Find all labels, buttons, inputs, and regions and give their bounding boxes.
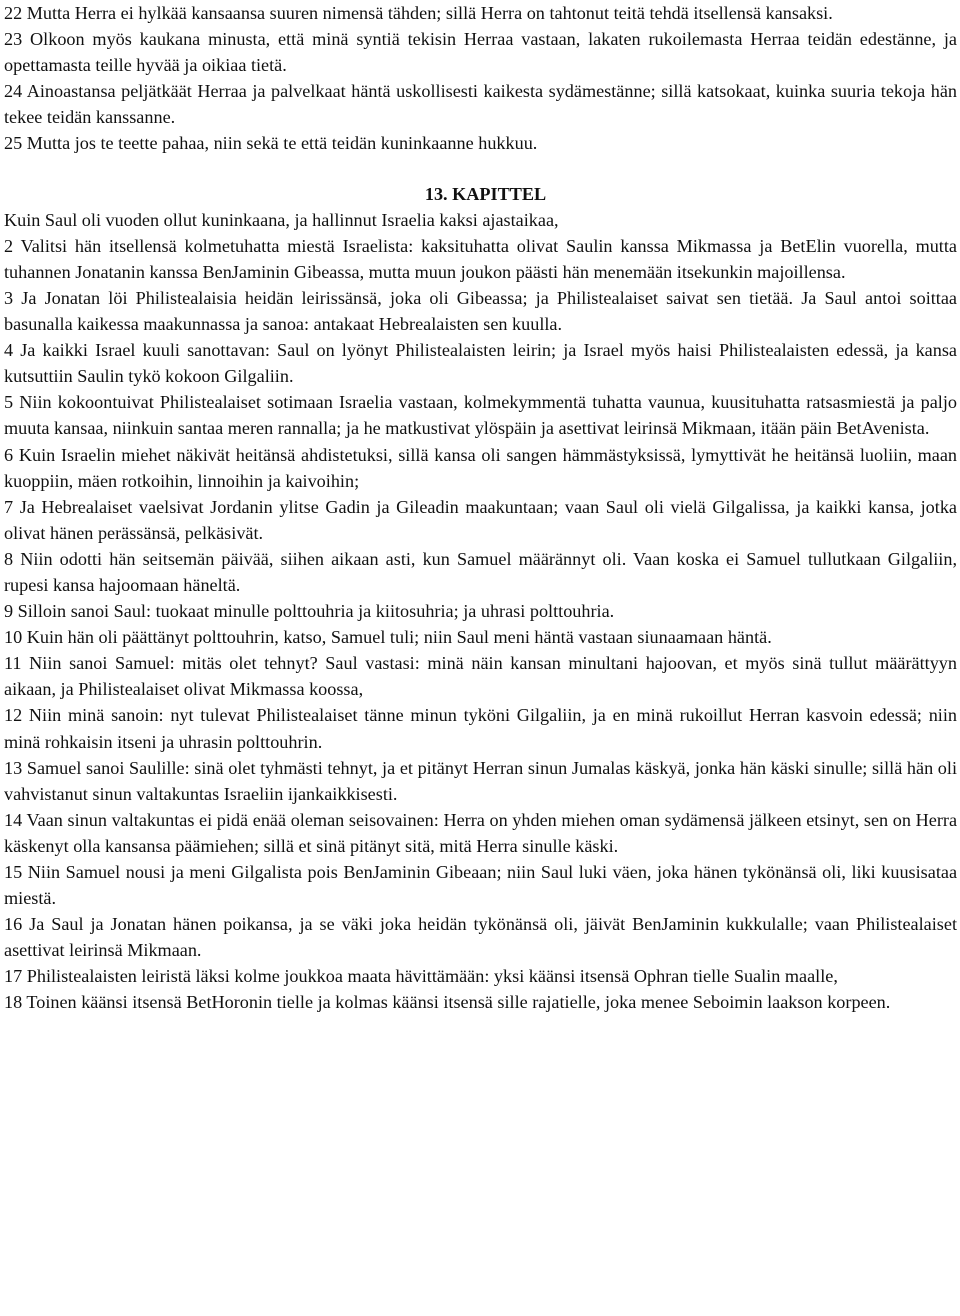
- previous-chapter-verses: [4, 0, 957, 157]
- verse: [4, 963, 957, 989]
- verse: [4, 233, 957, 285]
- verse: [4, 598, 957, 624]
- verse-number: 22: [4, 3, 23, 23]
- verse-text: Niin sanoi Samuel: mitäs olet tehnyt? Saul vastasi: minä näin kansan minultani hajoovan, et myös sinä tullut määrättyyn aikaan, ja Philistealaiset olivat Mikmassa koossa,: [4, 653, 957, 700]
- verse-text: Ja Saul ja Jonatan hänen poikansa, ja se väki joka heidän tykönänsä oli, jäivät BenJaminin kukkulalle; vaan Philistealaiset asettivat leirinsä Mikmaan.: [4, 914, 958, 961]
- chapter-heading: 13. KAPITTEL: [424, 183, 547, 204]
- verse: [4, 494, 957, 546]
- verse-number: 25: [4, 133, 23, 154]
- verse-number: 11: [4, 653, 22, 674]
- verse: [4, 755, 957, 807]
- verse-text: Vaan sinun valtakuntas ei pidä enää oleman seisovainen: Herra on yhden miehen oman sydämensä jälkeen etsinyt, sen on Herra käskenyt olla kansansa päämiehen; sillä et sinä pitänyt sitä, mitä Herra sinulle käski.: [4, 809, 958, 856]
- verse-number: 9: [4, 601, 14, 622]
- verse-text: Mutta Herra ei hylkää kansaansa suuren nimensä tähden; sillä Herra on tahtonut teitä tehdä itsellensä kansaksi.: [26, 3, 833, 23]
- verse-number: 3: [4, 287, 14, 308]
- verse-text: Kuin hän oli päättänyt polttouhrin, katso, Samuel tuli; niin Saul meni häntä vastaan siunaamaan häntä.: [26, 627, 772, 648]
- verse: [4, 989, 957, 1015]
- verse-number: 12: [4, 705, 23, 726]
- verse-number: 13: [4, 757, 23, 778]
- verse-number: 6: [4, 444, 14, 465]
- verse: [4, 442, 957, 494]
- verse-number: 17: [4, 966, 23, 987]
- verse-text: Niin Samuel nousi ja meni Gilgalista pois BenJaminin Gibeaan; niin Saul luki väen, joka hänen tykönänsä oli, liki kuusisataa miestä.: [4, 862, 958, 909]
- verse: [4, 337, 957, 389]
- verse: [4, 911, 957, 963]
- verse-number: 18: [4, 992, 23, 1013]
- verse-text: Ja kaikki Israel kuuli sanottavan: Saul on lyönyt Philistealaisten leirin; ja Israel myös haisi Philistealaisten edessä, ja kansa kutsuttiin Saulin tykö kokoon Gilgaliin.: [4, 340, 957, 387]
- verse-number: 24: [4, 81, 23, 102]
- verse: [4, 389, 957, 441]
- verse-text: Mutta jos te teette pahaa, niin sekä te että teidän kuninkaanne hukkuu.: [26, 133, 538, 154]
- verse-text: Niin kokoontuivat Philistealaiset sotimaan Israelia vastaan, kolmekymmentä tuhatta vaunua, kuusituhatta ratsasmiestä ja paljo muuta kansaa, niinkuin santaa meren rannalla; ja he matkustivat ylöspäin ja asettivat leirinsä Mikmaan, itään päin BetAvenista.: [4, 392, 957, 439]
- verse: [4, 207, 957, 233]
- verse-number: 23: [4, 29, 23, 50]
- verse-text: Toinen käänsi itsensä BetHoronin tielle ja kolmas käänsi itsensä sille rajatielle, joka menee Seboimin laakson korpeen.: [26, 992, 891, 1013]
- verse-text: Kuin Saul oli vuoden ollut kuninkaana, ja hallinnut Israelia kaksi ajastaikaa,: [4, 209, 559, 230]
- verse-number: 2: [4, 235, 14, 256]
- verse: [4, 807, 957, 859]
- verse: [4, 650, 957, 702]
- verse: [4, 624, 957, 650]
- verse: [4, 130, 957, 156]
- verse-number: 7: [4, 496, 14, 517]
- verse-number: 10: [4, 627, 23, 648]
- verse-text: Philistealaisten leiristä läksi kolme joukkoa maata hävittämään: yksi käänsi itsensä Ophran tielle Sualin maalle,: [26, 966, 838, 987]
- verse: [4, 26, 957, 78]
- verse-number: 16: [4, 914, 23, 935]
- verse-text: Valitsi hän itsellensä kolmetuhatta miestä Israelista: kaksituhatta olivat Saulin kanssa Mikmassa ja BetElin vuorella, mutta tuhannen Jonatanin kanssa BenJaminin Gibeassa, mutta muun joukon päästi hän menemään itsekunkin majoillensa.: [4, 235, 957, 282]
- verse-text: Ja Jonatan löi Philistealaisia heidän leirissänsä, joka oli Gibeassa; ja Philistealaiset saivat sen tietää. Ja Saul antoi soittaa basunalla kaikessa maakunnassa ja sanoa: antakaat Hebrealaisten sen kuulla.: [4, 287, 958, 335]
- verse: [4, 546, 957, 598]
- verse-text: Samuel sanoi Saulille: sinä olet tyhmästi tehnyt, ja et pitänyt Herran sinun Jumalas käskyä, jonka hän käski sinulle; sillä hän oli vahvistanut sinun valtakuntas Israeliin ijankaikkisesti.: [4, 757, 958, 804]
- verse-number: 15: [4, 862, 23, 882]
- verse: [4, 78, 957, 130]
- verse-text: Ainoastansa peljätkäät Herraa ja palvelkaat häntä uskollisesti kaikesta sydämestänne; sillä katsokaat, kuinka suuria tekoja hän tekee teidän kanssanne.: [4, 81, 958, 128]
- verse-number: 4: [4, 340, 14, 361]
- verse: [4, 285, 957, 337]
- verse: [4, 0, 957, 26]
- verse-text: Niin minä sanoin: nyt tulevat Philistealaiset tänne minun tyköni Gilgaliin, ja en minä rukoillut Herran kasvoin edessä; niin minä rohkaisin itseni ja uhrasin polttouhrin.: [4, 705, 958, 752]
- verse: [4, 859, 957, 911]
- chapter-verses: [4, 207, 957, 1016]
- verse-text: Ja Hebrealaiset vaelsivat Jordanin ylitse Gadin ja Gileadin maakuntaan; vaan Saul oli vielä Gilgalissa, ja kaikki kansa, jotka olivat hänen perässänsä, pelkäsivät.: [4, 496, 957, 543]
- verse: [4, 702, 957, 754]
- verse-text: Kuin Israelin miehet näkivät heitänsä ahdistetuksi, sillä kansa oli sangen hämmästyksissä, lymyttivät he heitänsä luoliin, maan kuoppiin, mäen rotkoihin, linnoihin ja kaivoihin;: [4, 444, 958, 491]
- verse-number: 8: [4, 548, 14, 569]
- verse-text: Niin odotti hän seitsemän päivää, siihen aikaan asti, kun Samuel määrännyt oli. Vaan koska ei Samuel tullutkaan Gilgaliin, rupesi kansa hajoomaan häneltä.: [4, 548, 958, 595]
- verse-text: Silloin sanoi Saul: tuokaat minulle polttouhria ja kiitosuhria; ja uhrasi polttouhria.: [17, 601, 615, 622]
- verse-number: 5: [4, 392, 14, 413]
- verse-text: Olkoon myös kaukana minusta, että minä syntiä tekisin Herraa vastaan, lakaten rukoilemasta Herraa teidän edestänne, ja opettamasta teille hyvää ja oikiaa tietä.: [4, 29, 958, 76]
- verse-number: 14: [4, 809, 23, 830]
